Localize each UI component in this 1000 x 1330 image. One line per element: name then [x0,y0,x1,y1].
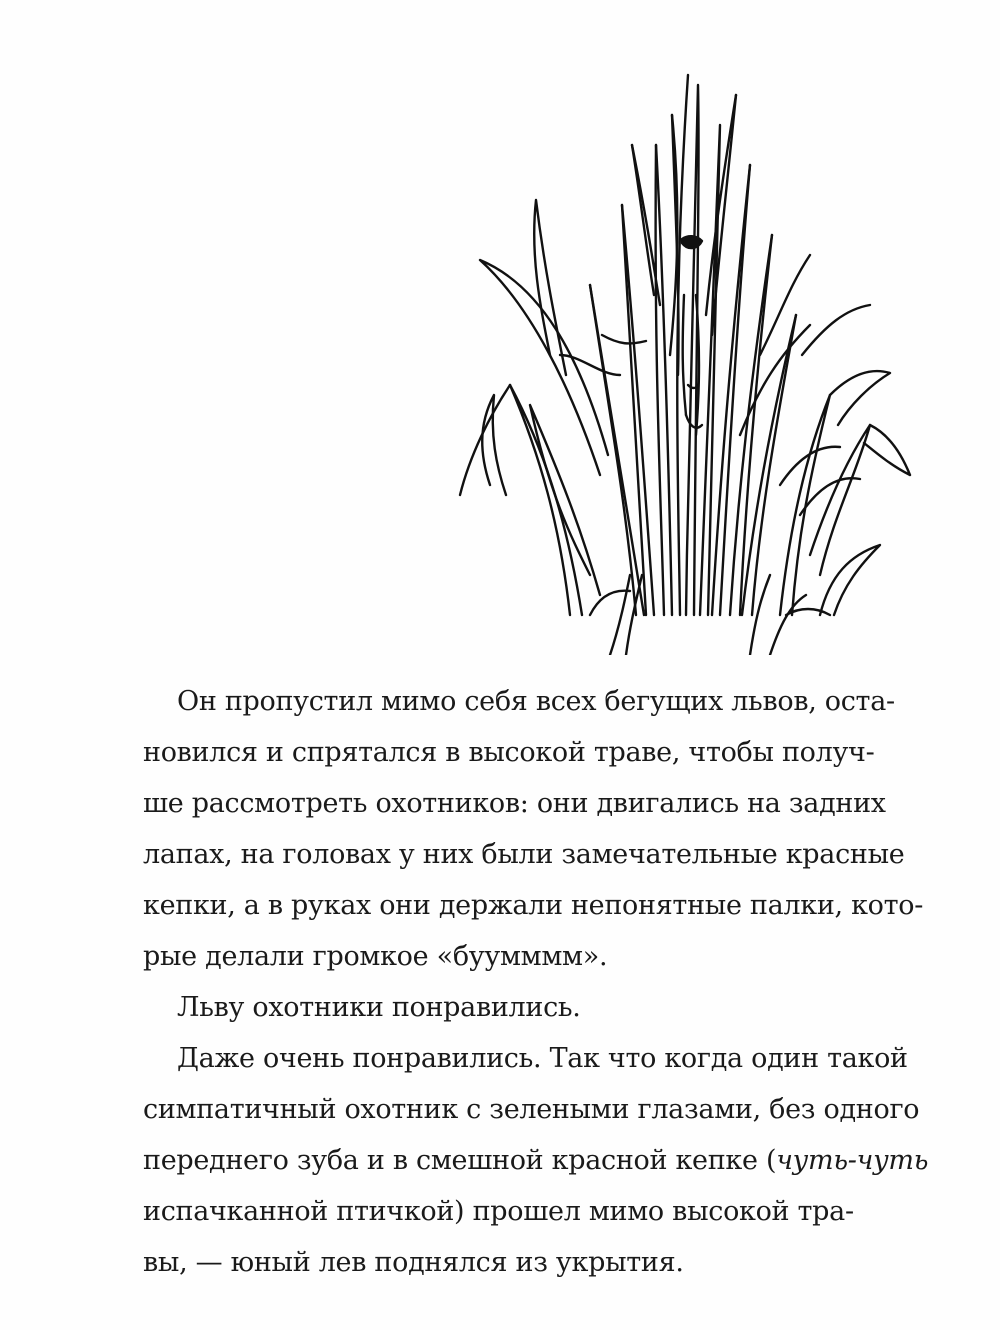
text-line: вы, — юный лев поднялся из укрытия. [143,1247,684,1278]
text-line: лапах, на головах у них были замечательные красные [143,839,905,870]
text-line: кепки, а в руках они держали непонятные палки, кото- [143,890,924,921]
text-line: новился и спрятался в высокой траве, чтобы получ- [143,737,875,768]
text-line: испачканной птичкой) прошел мимо высокой тра- [143,1196,854,1227]
text-line: ше рассмотреть охотников: они двигались на задних [143,788,886,819]
text-line: Льву охотники понравились. [177,992,581,1023]
text-line [143,1135,943,1186]
text-line: Даже очень понравились. Так что когда один такой [177,1043,908,1074]
grass-tuft-hidden-lion-icon [450,55,920,655]
text-line: симпатичный охотник с зелеными глазами, без одного [143,1094,920,1125]
text-run: переднего зуба и в смешной красной кепке ( [143,1145,777,1176]
story-text [143,676,943,1288]
italic-run: чуть-чуть [776,1145,929,1176]
text-line: рые делали громкое «буумммм». [143,941,608,972]
text-line: Он пропустил мимо себя всех бегущих львов, оста- [177,686,895,717]
